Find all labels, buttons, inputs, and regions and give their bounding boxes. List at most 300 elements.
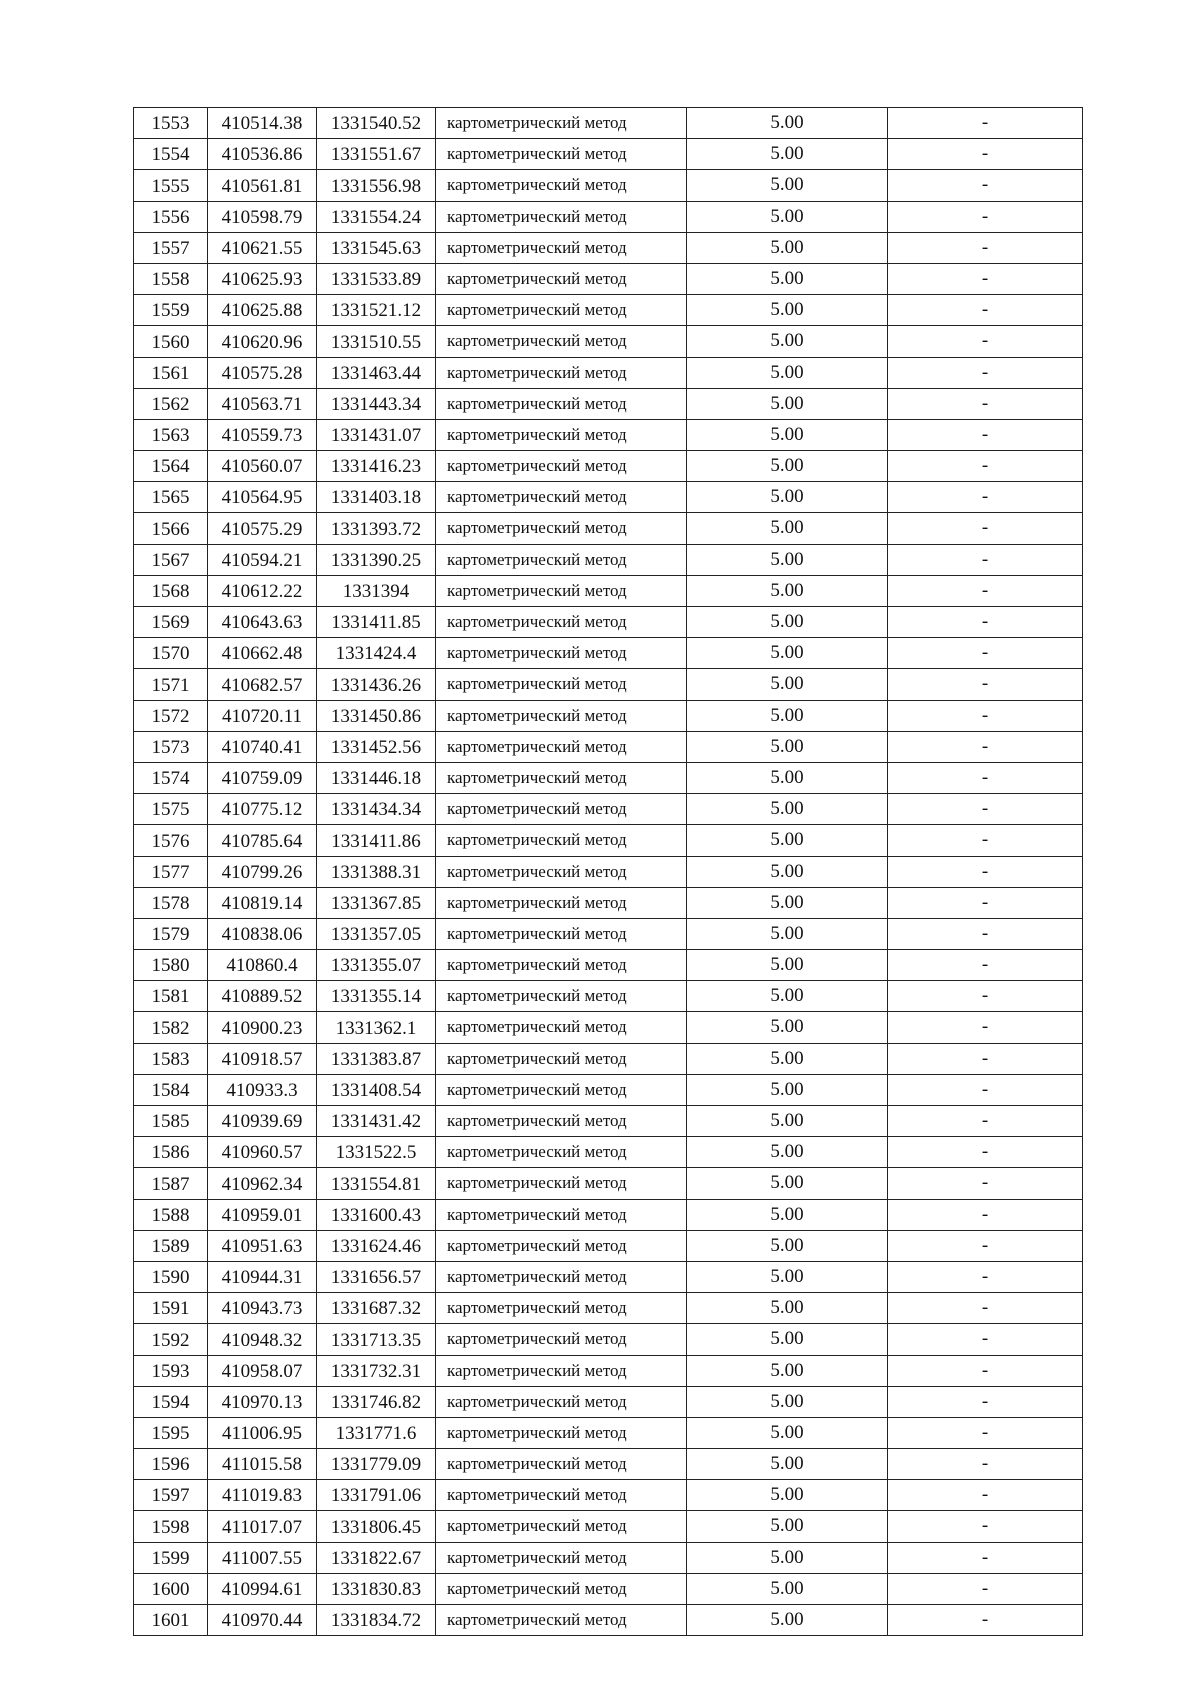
description-cell: - (888, 825, 1083, 856)
coordinate-y-cell: 1331554.24 (317, 201, 436, 232)
point-number-cell: 1599 (134, 1542, 208, 1573)
table-row (134, 1355, 1083, 1386)
method-cell: картометрический метод (436, 950, 687, 981)
description-cell: - (888, 731, 1083, 762)
method-cell: картометрический метод (436, 1355, 687, 1386)
description-cell: - (888, 419, 1083, 450)
point-number-cell: 1586 (134, 1137, 208, 1168)
coordinate-y-cell: 1331411.85 (317, 607, 436, 638)
point-number-cell: 1573 (134, 731, 208, 762)
coordinate-y-cell: 1331367.85 (317, 887, 436, 918)
method-cell: картометрический метод (436, 108, 687, 139)
coordinate-y-cell: 1331446.18 (317, 762, 436, 793)
table-row (134, 1480, 1083, 1511)
table-row (134, 201, 1083, 232)
coordinate-x-cell: 411017.07 (208, 1511, 317, 1542)
accuracy-cell: 5.00 (687, 1261, 888, 1292)
coordinate-x-cell: 410625.88 (208, 295, 317, 326)
accuracy-cell: 5.00 (687, 887, 888, 918)
point-number-cell: 1597 (134, 1480, 208, 1511)
table-row (134, 762, 1083, 793)
method-cell: картометрический метод (436, 544, 687, 575)
point-number-cell: 1583 (134, 1043, 208, 1074)
description-cell: - (888, 794, 1083, 825)
description-cell: - (888, 856, 1083, 887)
coordinate-x-cell: 410933.3 (208, 1074, 317, 1105)
table-row (134, 1137, 1083, 1168)
method-cell: картометрический метод (436, 326, 687, 357)
point-number-cell: 1559 (134, 295, 208, 326)
coordinate-x-cell: 410958.07 (208, 1355, 317, 1386)
method-cell: картометрический метод (436, 1386, 687, 1417)
table-row (134, 669, 1083, 700)
method-cell: картометрический метод (436, 981, 687, 1012)
method-cell: картометрический метод (436, 1230, 687, 1261)
description-cell: - (888, 1511, 1083, 1542)
description-cell: - (888, 388, 1083, 419)
point-number-cell: 1577 (134, 856, 208, 887)
accuracy-cell: 5.00 (687, 1293, 888, 1324)
table-row (134, 638, 1083, 669)
accuracy-cell: 5.00 (687, 201, 888, 232)
point-number-cell: 1578 (134, 887, 208, 918)
table-row (134, 1386, 1083, 1417)
coordinate-y-cell: 1331463.44 (317, 357, 436, 388)
method-cell: картометрический метод (436, 1106, 687, 1137)
accuracy-cell: 5.00 (687, 1480, 888, 1511)
coordinate-x-cell: 410682.57 (208, 669, 317, 700)
method-cell: картометрический метод (436, 638, 687, 669)
description-cell: - (888, 575, 1083, 606)
accuracy-cell: 5.00 (687, 1449, 888, 1480)
coordinate-x-cell: 410575.29 (208, 513, 317, 544)
point-number-cell: 1592 (134, 1324, 208, 1355)
table-row (134, 170, 1083, 201)
coordinate-x-cell: 410939.69 (208, 1106, 317, 1137)
coordinate-y-cell: 1331394 (317, 575, 436, 606)
accuracy-cell: 5.00 (687, 1074, 888, 1105)
coordinate-x-cell: 410612.22 (208, 575, 317, 606)
description-cell: - (888, 451, 1083, 482)
coordinate-y-cell: 1331408.54 (317, 1074, 436, 1105)
coordinate-x-cell: 410959.01 (208, 1199, 317, 1230)
coordinate-y-cell: 1331540.52 (317, 108, 436, 139)
point-number-cell: 1555 (134, 170, 208, 201)
coordinate-y-cell: 1331362.1 (317, 1012, 436, 1043)
description-cell: - (888, 1573, 1083, 1604)
accuracy-cell: 5.00 (687, 918, 888, 949)
table-row (134, 1012, 1083, 1043)
description-cell: - (888, 1605, 1083, 1636)
method-cell: картометрический метод (436, 1199, 687, 1230)
accuracy-cell: 5.00 (687, 1605, 888, 1636)
coordinate-x-cell: 410889.52 (208, 981, 317, 1012)
table-row (134, 295, 1083, 326)
method-cell: картометрический метод (436, 170, 687, 201)
description-cell: - (888, 1168, 1083, 1199)
table-row (134, 1542, 1083, 1573)
accuracy-cell: 5.00 (687, 575, 888, 606)
point-number-cell: 1600 (134, 1573, 208, 1604)
method-cell: картометрический метод (436, 1480, 687, 1511)
table-row (134, 700, 1083, 731)
point-number-cell: 1582 (134, 1012, 208, 1043)
description-cell: - (888, 326, 1083, 357)
coordinate-y-cell: 1331791.06 (317, 1480, 436, 1511)
table-row (134, 575, 1083, 606)
coordinate-x-cell: 410740.41 (208, 731, 317, 762)
table-row (134, 482, 1083, 513)
point-number-cell: 1587 (134, 1168, 208, 1199)
method-cell: картометрический метод (436, 575, 687, 606)
accuracy-cell: 5.00 (687, 357, 888, 388)
point-number-cell: 1556 (134, 201, 208, 232)
point-number-cell: 1554 (134, 139, 208, 170)
method-cell: картометрический метод (436, 451, 687, 482)
coordinate-y-cell: 1331533.89 (317, 263, 436, 294)
coordinate-y-cell: 1331521.12 (317, 295, 436, 326)
description-cell: - (888, 1480, 1083, 1511)
point-number-cell: 1596 (134, 1449, 208, 1480)
point-number-cell: 1576 (134, 825, 208, 856)
coordinate-y-cell: 1331450.86 (317, 700, 436, 731)
description-cell: - (888, 139, 1083, 170)
point-number-cell: 1561 (134, 357, 208, 388)
accuracy-cell: 5.00 (687, 1230, 888, 1261)
table-row (134, 326, 1083, 357)
table-row (134, 1074, 1083, 1105)
table-row (134, 1043, 1083, 1074)
coordinate-x-cell: 410960.57 (208, 1137, 317, 1168)
description-cell: - (888, 1137, 1083, 1168)
accuracy-cell: 5.00 (687, 731, 888, 762)
table-row (134, 139, 1083, 170)
method-cell: картометрический метод (436, 1012, 687, 1043)
point-number-cell: 1564 (134, 451, 208, 482)
accuracy-cell: 5.00 (687, 1168, 888, 1199)
coordinate-y-cell: 1331393.72 (317, 513, 436, 544)
coordinate-y-cell: 1331452.56 (317, 731, 436, 762)
coordinate-x-cell: 410918.57 (208, 1043, 317, 1074)
method-cell: картометрический метод (436, 1137, 687, 1168)
coordinate-y-cell: 1331416.23 (317, 451, 436, 482)
description-cell: - (888, 201, 1083, 232)
description-cell: - (888, 1074, 1083, 1105)
point-number-cell: 1588 (134, 1199, 208, 1230)
table-row (134, 887, 1083, 918)
description-cell: - (888, 1449, 1083, 1480)
point-number-cell: 1585 (134, 1106, 208, 1137)
coordinate-x-cell: 410759.09 (208, 762, 317, 793)
coordinate-y-cell: 1331383.87 (317, 1043, 436, 1074)
coordinate-x-cell: 410564.95 (208, 482, 317, 513)
coordinate-y-cell: 1331355.07 (317, 950, 436, 981)
method-cell: картометрический метод (436, 731, 687, 762)
description-cell: - (888, 357, 1083, 388)
coordinate-y-cell: 1331411.86 (317, 825, 436, 856)
coordinate-x-cell: 411019.83 (208, 1480, 317, 1511)
point-number-cell: 1575 (134, 794, 208, 825)
point-number-cell: 1580 (134, 950, 208, 981)
table-row (134, 451, 1083, 482)
point-number-cell: 1569 (134, 607, 208, 638)
coordinate-y-cell: 1331443.34 (317, 388, 436, 419)
coordinate-x-cell: 410970.44 (208, 1605, 317, 1636)
coordinate-x-cell: 410620.96 (208, 326, 317, 357)
method-cell: картометрический метод (436, 1449, 687, 1480)
coordinate-y-cell: 1331771.6 (317, 1417, 436, 1448)
coordinate-y-cell: 1331834.72 (317, 1605, 436, 1636)
coordinate-y-cell: 1331656.57 (317, 1261, 436, 1292)
table-row (134, 357, 1083, 388)
method-cell: картометрический метод (436, 669, 687, 700)
accuracy-cell: 5.00 (687, 1012, 888, 1043)
coordinate-y-cell: 1331600.43 (317, 1199, 436, 1230)
method-cell: картометрический метод (436, 482, 687, 513)
accuracy-cell: 5.00 (687, 1542, 888, 1573)
coordinate-x-cell: 411006.95 (208, 1417, 317, 1448)
accuracy-cell: 5.00 (687, 419, 888, 450)
accuracy-cell: 5.00 (687, 513, 888, 544)
coordinate-x-cell: 410621.55 (208, 232, 317, 263)
method-cell: картометрический метод (436, 388, 687, 419)
coordinate-y-cell: 1331510.55 (317, 326, 436, 357)
coordinate-y-cell: 1331554.81 (317, 1168, 436, 1199)
description-cell: - (888, 1043, 1083, 1074)
coordinate-y-cell: 1331806.45 (317, 1511, 436, 1542)
coordinate-y-cell: 1331779.09 (317, 1449, 436, 1480)
coordinate-y-cell: 1331436.26 (317, 669, 436, 700)
coordinate-y-cell: 1331687.32 (317, 1293, 436, 1324)
description-cell: - (888, 482, 1083, 513)
description-cell: - (888, 1417, 1083, 1448)
coordinate-x-cell: 410785.64 (208, 825, 317, 856)
description-cell: - (888, 669, 1083, 700)
table-row (134, 232, 1083, 263)
description-cell: - (888, 762, 1083, 793)
coordinate-x-cell: 410598.79 (208, 201, 317, 232)
description-cell: - (888, 1199, 1083, 1230)
coordinate-x-cell: 410948.32 (208, 1324, 317, 1355)
table-row (134, 1324, 1083, 1355)
coordinate-x-cell: 410561.81 (208, 170, 317, 201)
method-cell: картометрический метод (436, 357, 687, 388)
coordinate-x-cell: 410860.4 (208, 950, 317, 981)
description-cell: - (888, 638, 1083, 669)
point-number-cell: 1589 (134, 1230, 208, 1261)
accuracy-cell: 5.00 (687, 1199, 888, 1230)
coordinate-x-cell: 410643.63 (208, 607, 317, 638)
method-cell: картометрический метод (436, 762, 687, 793)
table-row (134, 1106, 1083, 1137)
coordinate-x-cell: 410819.14 (208, 887, 317, 918)
point-number-cell: 1595 (134, 1417, 208, 1448)
point-number-cell: 1571 (134, 669, 208, 700)
table-row (134, 731, 1083, 762)
description-cell: - (888, 295, 1083, 326)
method-cell: картометрический метод (436, 856, 687, 887)
point-number-cell: 1562 (134, 388, 208, 419)
accuracy-cell: 5.00 (687, 981, 888, 1012)
accuracy-cell: 5.00 (687, 326, 888, 357)
method-cell: картометрический метод (436, 1293, 687, 1324)
point-number-cell: 1601 (134, 1605, 208, 1636)
accuracy-cell: 5.00 (687, 1043, 888, 1074)
coordinate-x-cell: 410559.73 (208, 419, 317, 450)
coordinate-x-cell: 410575.28 (208, 357, 317, 388)
method-cell: картометрический метод (436, 1542, 687, 1573)
table-row (134, 419, 1083, 450)
accuracy-cell: 5.00 (687, 108, 888, 139)
description-cell: - (888, 1106, 1083, 1137)
description-cell: - (888, 170, 1083, 201)
accuracy-cell: 5.00 (687, 170, 888, 201)
coordinate-x-cell: 410625.93 (208, 263, 317, 294)
description-cell: - (888, 1230, 1083, 1261)
accuracy-cell: 5.00 (687, 1386, 888, 1417)
description-cell: - (888, 1293, 1083, 1324)
coordinate-x-cell: 410951.63 (208, 1230, 317, 1261)
accuracy-cell: 5.00 (687, 263, 888, 294)
table-row (134, 544, 1083, 575)
description-cell: - (888, 1261, 1083, 1292)
table-row (134, 108, 1083, 139)
coordinate-x-cell: 410775.12 (208, 794, 317, 825)
accuracy-cell: 5.00 (687, 950, 888, 981)
point-number-cell: 1572 (134, 700, 208, 731)
method-cell: картометрический метод (436, 918, 687, 949)
coordinate-x-cell: 410962.34 (208, 1168, 317, 1199)
method-cell: картометрический метод (436, 1261, 687, 1292)
table-row (134, 825, 1083, 856)
accuracy-cell: 5.00 (687, 139, 888, 170)
coordinate-x-cell: 410662.48 (208, 638, 317, 669)
method-cell: картометрический метод (436, 513, 687, 544)
table-row (134, 388, 1083, 419)
point-number-cell: 1594 (134, 1386, 208, 1417)
accuracy-cell: 5.00 (687, 1417, 888, 1448)
accuracy-cell: 5.00 (687, 1511, 888, 1542)
coordinate-y-cell: 1331431.42 (317, 1106, 436, 1137)
coordinates-table (133, 107, 1083, 1636)
table-row (134, 918, 1083, 949)
method-cell: картометрический метод (436, 263, 687, 294)
accuracy-cell: 5.00 (687, 232, 888, 263)
table-row (134, 981, 1083, 1012)
coordinate-x-cell: 410944.31 (208, 1261, 317, 1292)
point-number-cell: 1557 (134, 232, 208, 263)
coordinate-y-cell: 1331522.5 (317, 1137, 436, 1168)
table-row (134, 950, 1083, 981)
coordinate-y-cell: 1331424.4 (317, 638, 436, 669)
accuracy-cell: 5.00 (687, 825, 888, 856)
method-cell: картометрический метод (436, 887, 687, 918)
method-cell: картометрический метод (436, 1417, 687, 1448)
method-cell: картометрический метод (436, 794, 687, 825)
method-cell: картометрический метод (436, 1511, 687, 1542)
table-row (134, 1293, 1083, 1324)
point-number-cell: 1579 (134, 918, 208, 949)
coordinate-x-cell: 410943.73 (208, 1293, 317, 1324)
method-cell: картометрический метод (436, 825, 687, 856)
accuracy-cell: 5.00 (687, 1106, 888, 1137)
description-cell: - (888, 1324, 1083, 1355)
point-number-cell: 1581 (134, 981, 208, 1012)
coordinates-table-body (134, 108, 1083, 1636)
table-row (134, 1168, 1083, 1199)
coordinate-x-cell: 410594.21 (208, 544, 317, 575)
table-row (134, 1605, 1083, 1636)
point-number-cell: 1568 (134, 575, 208, 606)
coordinate-y-cell: 1331388.31 (317, 856, 436, 887)
coordinate-y-cell: 1331713.35 (317, 1324, 436, 1355)
table-row (134, 856, 1083, 887)
coordinate-x-cell: 411007.55 (208, 1542, 317, 1573)
table-row (134, 607, 1083, 638)
description-cell: - (888, 918, 1083, 949)
accuracy-cell: 5.00 (687, 544, 888, 575)
method-cell: картометрический метод (436, 1074, 687, 1105)
description-cell: - (888, 263, 1083, 294)
table-row (134, 263, 1083, 294)
point-number-cell: 1593 (134, 1355, 208, 1386)
coordinate-y-cell: 1331624.46 (317, 1230, 436, 1261)
point-number-cell: 1567 (134, 544, 208, 575)
description-cell: - (888, 981, 1083, 1012)
accuracy-cell: 5.00 (687, 700, 888, 731)
coordinate-y-cell: 1331551.67 (317, 139, 436, 170)
coordinate-y-cell: 1331357.05 (317, 918, 436, 949)
accuracy-cell: 5.00 (687, 762, 888, 793)
point-number-cell: 1598 (134, 1511, 208, 1542)
accuracy-cell: 5.00 (687, 856, 888, 887)
coordinate-x-cell: 410994.61 (208, 1573, 317, 1604)
point-number-cell: 1565 (134, 482, 208, 513)
point-number-cell: 1553 (134, 108, 208, 139)
accuracy-cell: 5.00 (687, 1355, 888, 1386)
coordinate-x-cell: 410563.71 (208, 388, 317, 419)
description-cell: - (888, 700, 1083, 731)
table-row (134, 1417, 1083, 1448)
accuracy-cell: 5.00 (687, 295, 888, 326)
accuracy-cell: 5.00 (687, 794, 888, 825)
method-cell: картометрический метод (436, 607, 687, 638)
method-cell: картометрический метод (436, 1573, 687, 1604)
description-cell: - (888, 513, 1083, 544)
point-number-cell: 1584 (134, 1074, 208, 1105)
point-number-cell: 1560 (134, 326, 208, 357)
table-row (134, 794, 1083, 825)
table-row (134, 513, 1083, 544)
coordinate-x-cell: 410799.26 (208, 856, 317, 887)
method-cell: картометрический метод (436, 139, 687, 170)
table-row (134, 1230, 1083, 1261)
coordinate-y-cell: 1331732.31 (317, 1355, 436, 1386)
method-cell: картометрический метод (436, 700, 687, 731)
description-cell: - (888, 1542, 1083, 1573)
coordinate-x-cell: 411015.58 (208, 1449, 317, 1480)
accuracy-cell: 5.00 (687, 669, 888, 700)
coordinate-x-cell: 410560.07 (208, 451, 317, 482)
coordinate-x-cell: 410970.13 (208, 1386, 317, 1417)
coordinate-y-cell: 1331830.83 (317, 1573, 436, 1604)
method-cell: картометрический метод (436, 232, 687, 263)
description-cell: - (888, 544, 1083, 575)
method-cell: картометрический метод (436, 1043, 687, 1074)
coordinate-x-cell: 410900.23 (208, 1012, 317, 1043)
coordinate-y-cell: 1331556.98 (317, 170, 436, 201)
accuracy-cell: 5.00 (687, 638, 888, 669)
